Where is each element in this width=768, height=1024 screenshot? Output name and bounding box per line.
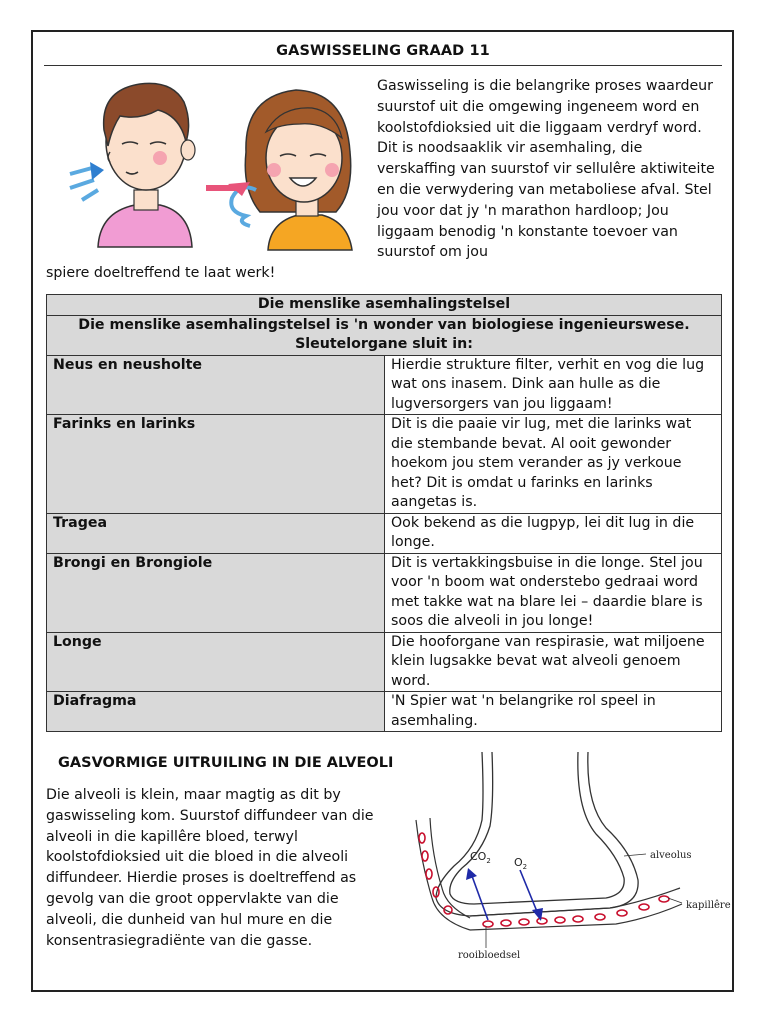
alveoli-section-heading: GASVORMIGE UITRUILING IN DIE ALVEOLI [58, 755, 394, 771]
boy-inhaling-figure [70, 83, 195, 247]
alveolus-label: alveolus [650, 850, 692, 861]
table-row [47, 415, 722, 514]
organ-description: 'N Spier wat 'n belangrike rol speel in asemhaling. [385, 692, 722, 732]
capillary-wall-top [470, 888, 680, 916]
capillary-wall-bottom [470, 904, 682, 930]
table-row [47, 513, 722, 553]
table-subtitle: Die menslike asemhalingstelsel is 'n wonder van biologiese ingenieurswese. Sleutelorgane sluit in: [47, 315, 722, 355]
page-title: GASWISSELING GRAAD 11 [276, 43, 490, 59]
organ-name: Farinks en larinks [47, 415, 385, 514]
girl-exhaling-figure [206, 90, 352, 250]
table-row [47, 632, 722, 692]
capillary-label: kapillêre [686, 900, 731, 911]
o2-subscript: 2 [522, 863, 528, 871]
organ-name: Neus en neusholte [47, 355, 385, 415]
respiratory-organs-table [46, 294, 722, 732]
alveolus-diagram [410, 748, 731, 968]
organ-description: Ook bekend as die lugpyp, lei dit lug in die longe. [385, 513, 722, 553]
title-underline [44, 65, 722, 66]
intro-paragraph-continued: spiere doeltreffend te laat werk! [46, 265, 276, 281]
organ-description: Dit is die paaie vir lug, met die larinks wat die stembande bevat. Al ooit gewonder hoekom jou stem verander as jy verkoue het? Dit is omdat u farinks en larinks aangetas is. [385, 415, 722, 514]
red-blood-cell-label: rooibloedsel [458, 950, 521, 961]
table-subheader-row [47, 315, 722, 355]
table-row [47, 692, 722, 732]
organ-name: Tragea [47, 513, 385, 553]
organ-description: Die hooforgane van respirasie, wat miljoene klein lugsakke bevat wat alveoli genoem word. [385, 632, 722, 692]
table-row [47, 355, 722, 415]
table-title: Die menslike asemhalingstelsel [47, 295, 722, 316]
co2-arrow-icon [466, 868, 477, 880]
alveoli-paragraph: Die alveoli is klein, maar magtig as dit by gaswisseling kom. Suurstof diffundeer van die alveoli in die kapillêre bloed, terwyl koolstofdioksied uit die bloed in die alveoli diffundeer. Hierdie proses is doeltreffend as gevolg van die groot oppervlakte van die alveoli, die dunheid van hul mure en die konsentrasiegradiënte van die gasse. [46, 787, 374, 949]
red-blood-cells [419, 833, 669, 927]
organ-name: Longe [47, 632, 385, 692]
organ-name: Diafragma [47, 692, 385, 732]
alveolus-outer-wall [436, 752, 638, 916]
svg-text:CO2 [470, 850, 491, 865]
co2-label: CO [470, 850, 487, 863]
intro-paragraph: Gaswisseling is die belangrike proses waardeur suurstof uit die omgewing ingeneem word en koolstofdioksied uit die liggaam verdryf word. Dit is noodsaaklik vir asemhaling, die verskaffing van suurstof vir sellulêre aktiwiteite en die verwydering van metaboliese afval. Stel jou voor dat jy 'n marathon hardloop; Jou liggaam benodig 'n konstante toevoer van suurstof om jou [377, 78, 715, 261]
organ-description: Dit is vertakkingsbuise in die longe. Stel jou voor 'n boom wat onderstebo gedraai word met takke wat na blare lei – daardie blare is soos die alveoli in jou longe! [385, 553, 722, 632]
table-header-row [47, 295, 722, 316]
o2-label: O [514, 856, 523, 869]
co2-subscript: 2 [486, 857, 491, 865]
organ-description: Hierdie strukture filter, verhit en vog die lug wat ons inasem. Dink aan hulle as die lugversorgers van jou liggaam! [385, 355, 722, 415]
organ-name: Brongi en Brongiole [47, 553, 385, 632]
alveolus-inner-wall [450, 752, 624, 904]
svg-text:O2 [514, 856, 527, 871]
table-row [47, 553, 722, 632]
breathing-children-illustration [60, 72, 360, 252]
